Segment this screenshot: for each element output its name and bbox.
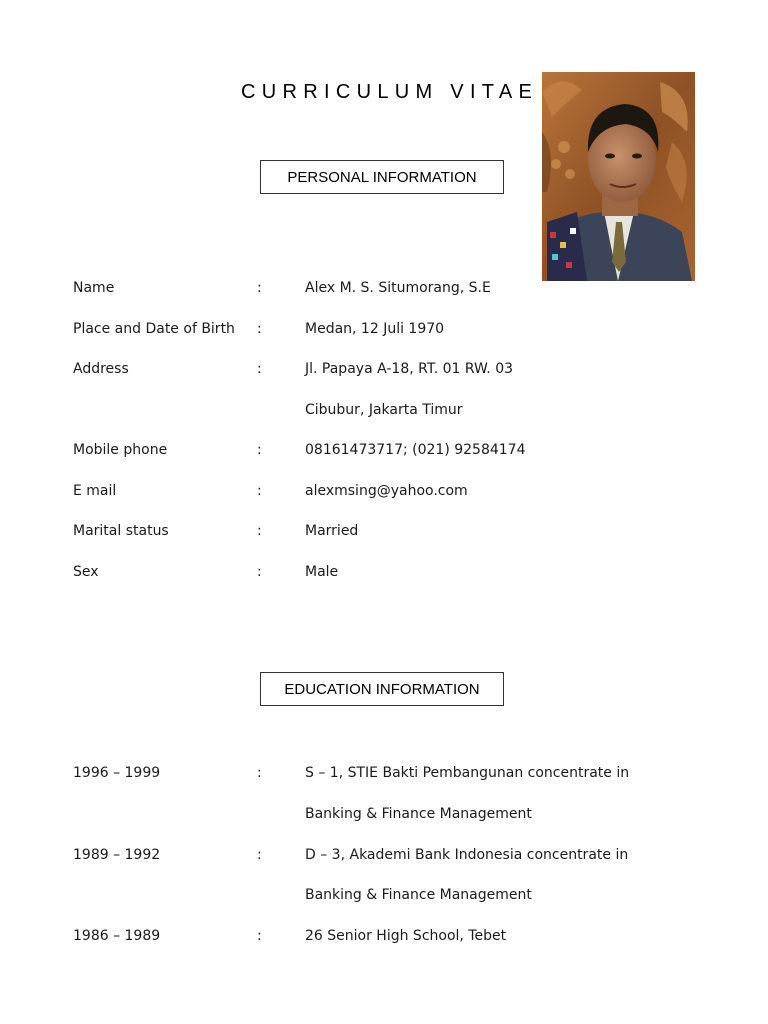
personal-info-label: Address bbox=[73, 361, 129, 377]
education-info-row bbox=[0, 804, 768, 824]
personal-info-row bbox=[0, 400, 768, 420]
personal-info-row bbox=[0, 319, 768, 339]
separator-colon: : bbox=[257, 280, 262, 296]
separator-colon: : bbox=[257, 523, 262, 539]
education-info-label: 1996 – 1999 bbox=[73, 765, 161, 781]
personal-information-heading: PERSONAL INFORMATION bbox=[260, 160, 504, 194]
personal-info-value[interactable]: alexmsing@yahoo.com bbox=[305, 483, 468, 499]
personal-info-value: Married bbox=[305, 523, 359, 539]
separator-colon: : bbox=[257, 321, 262, 337]
personal-info-value: Jl. Papaya A-18, RT. 01 RW. 03 bbox=[305, 361, 514, 377]
document-title: CURRICULUM VITAE bbox=[241, 81, 539, 103]
personal-info-value: Male bbox=[305, 564, 339, 580]
education-info-value: Banking & Finance Management bbox=[305, 806, 532, 822]
separator-colon: : bbox=[257, 928, 262, 944]
education-info-row bbox=[0, 845, 768, 865]
education-info-value: 26 Senior High School, Tebet bbox=[305, 928, 507, 944]
personal-info-row bbox=[0, 278, 768, 298]
personal-info-value: 08161473717; (021) 92584174 bbox=[305, 442, 526, 458]
education-info-value: D – 3, Akademi Bank Indonesia concentrate in bbox=[305, 847, 629, 863]
separator-colon: : bbox=[257, 564, 262, 580]
personal-info-row bbox=[0, 562, 768, 582]
personal-info-row bbox=[0, 359, 768, 379]
personal-info-row bbox=[0, 481, 768, 501]
personal-info-label: Place and Date of Birth bbox=[73, 321, 235, 337]
personal-info-label: Sex bbox=[73, 564, 99, 580]
personal-info-label: Mobile phone bbox=[73, 442, 168, 458]
personal-info-value: Cibubur, Jakarta Timur bbox=[305, 402, 463, 418]
separator-colon: : bbox=[257, 765, 262, 781]
personal-info-label: Marital status bbox=[73, 523, 169, 539]
education-info-label: 1986 – 1989 bbox=[73, 928, 161, 944]
personal-info-value: Medan, 12 Juli 1970 bbox=[305, 321, 445, 337]
separator-colon: : bbox=[257, 442, 262, 458]
profile-photo bbox=[542, 72, 695, 281]
personal-info-value: Alex M. S. Situmorang, S.E bbox=[305, 280, 491, 296]
education-info-label: 1989 – 1992 bbox=[73, 847, 161, 863]
education-information-heading: EDUCATION INFORMATION bbox=[260, 672, 504, 706]
personal-info-label: Name bbox=[73, 280, 115, 296]
separator-colon: : bbox=[257, 847, 262, 863]
education-info-row bbox=[0, 926, 768, 946]
education-info-value: S – 1, STIE Bakti Pembangunan concentrate in bbox=[305, 765, 630, 781]
separator-colon: : bbox=[257, 483, 262, 499]
education-info-row bbox=[0, 885, 768, 905]
personal-info-row bbox=[0, 521, 768, 541]
personal-info-label: E mail bbox=[73, 483, 117, 499]
education-info-value: Banking & Finance Management bbox=[305, 887, 532, 903]
education-info-row bbox=[0, 763, 768, 783]
separator-colon: : bbox=[257, 361, 262, 377]
personal-info-row bbox=[0, 440, 768, 460]
